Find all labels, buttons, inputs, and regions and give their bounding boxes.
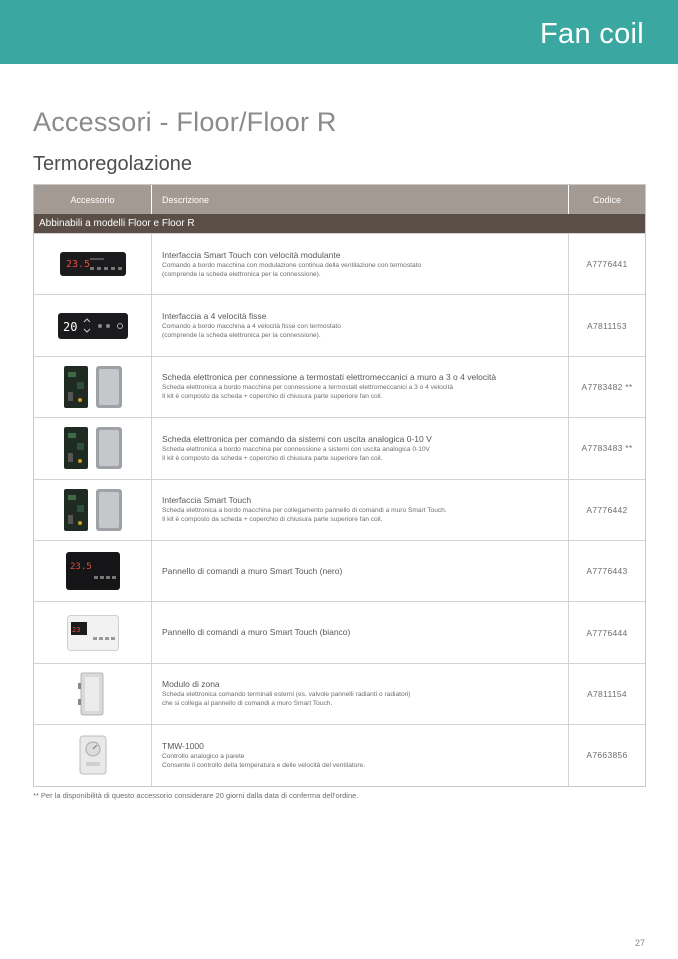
row-detail: Controllo analogico a parete: [162, 752, 245, 760]
group-row: Abbinabili a modelli Floor e Floor R: [34, 214, 645, 233]
table-row: [34, 417, 645, 478]
row-code: A7776441: [586, 259, 628, 270]
row-detail: Il kit è composto da scheda + coperchio di chiusura parte superiore fan coil.: [162, 516, 383, 524]
row-code: A7783483 **: [581, 443, 633, 454]
row-detail: Scheda elettronica a bordo macchina per connessione a sistemi con uscita analogica 0-10V: [162, 445, 430, 453]
row-title: Interfaccia Smart Touch con velocità modulante: [162, 249, 341, 260]
four-speed-display-icon: [34, 295, 152, 355]
row-code: A7811153: [587, 320, 627, 331]
row-title: Modulo di zona: [162, 679, 220, 690]
zone-module-icon: [34, 664, 152, 724]
circuit-board-cover-icon: [34, 480, 152, 540]
smart-touch-display-icon: [34, 234, 152, 294]
table-header: [34, 185, 645, 214]
wall-panel-black-icon: [34, 541, 152, 601]
header-code: Codice: [592, 194, 621, 205]
row-code: A7783482 **: [581, 381, 633, 392]
row-detail: Comando a bordo macchina a 4 velocità fisse con termostato: [162, 323, 341, 331]
table-row: [34, 233, 645, 294]
row-code: A7776443: [586, 566, 628, 577]
row-detail: Comando a bordo macchina con modulazione continua della ventilazione con termostato: [162, 261, 422, 269]
row-title: Pannello di comandi a muro Smart Touch (bianco): [162, 627, 351, 638]
row-title: Scheda elettronica per connessione a termostati elettromeccanici a muro a 3 o 4 velocità: [162, 372, 497, 383]
table-row: [34, 356, 645, 417]
row-title: TMW-1000: [162, 740, 204, 751]
svg-text:23.5: 23.5: [69, 562, 92, 573]
row-code: A7776444: [586, 627, 628, 638]
svg-text:23: 23: [71, 625, 80, 634]
accessories-table: [33, 184, 646, 787]
row-code: A7776442: [586, 504, 628, 515]
header-banner: [0, 0, 678, 64]
header-description: Descrizione: [152, 185, 569, 214]
table-row: [34, 540, 645, 601]
row-detail: Il kit è composto da scheda + coperchio di chiusura parte superiore fan coil.: [162, 393, 383, 401]
row-detail: Consente il controllo della temperatura e delle velocità del ventilatore.: [162, 761, 366, 769]
row-title: Pannello di comandi a muro Smart Touch (nero): [162, 565, 343, 576]
row-detail: che si collega al pannello di comandi a muro Smart Touch.: [162, 700, 333, 708]
row-detail: Il kit è composto da scheda + coperchio di chiusura parte superiore fan coil.: [162, 454, 383, 462]
svg-text:20: 20: [62, 319, 77, 334]
row-detail: (comprende la scheda elettronica per la connessione).: [162, 332, 321, 340]
table-row: [34, 724, 645, 785]
header-accessory: Accessorio: [34, 185, 152, 214]
table-row: [34, 601, 645, 662]
analog-thermostat-icon: [34, 725, 152, 785]
row-detail: Scheda elettronica a bordo macchina per collegamento pannello di comandi a muro Smart Touch.: [162, 507, 447, 515]
table-row: [34, 294, 645, 355]
circuit-board-cover-icon: [34, 418, 152, 478]
page-number: 27: [634, 938, 645, 948]
banner-title: Fan coil: [540, 18, 644, 50]
page-title: Accessori - Floor/Floor R: [33, 107, 337, 137]
row-detail: (comprende la scheda elettronica per la connessione).: [162, 270, 321, 278]
svg-text:23.5: 23.5: [65, 259, 90, 271]
row-detail: Scheda elettronica a bordo macchina per connessione a termostati elettromeccanici a 3 o 4 velocità: [162, 384, 454, 392]
row-title: Interfaccia Smart Touch: [162, 495, 252, 506]
row-code: A7811154: [587, 688, 627, 699]
footnote: ** Per la disponibilità di questo accessorio considerare 20 giorni dalla data di conferma dell'ordine.: [33, 791, 359, 800]
circuit-board-cover-icon: [34, 357, 152, 417]
row-code: A7663856: [586, 750, 628, 761]
table-row: [34, 663, 645, 724]
row-title: Interfaccia a 4 velocità fisse: [162, 311, 267, 322]
section-title: Termoregolazione: [33, 153, 192, 175]
table-row: [34, 479, 645, 540]
row-detail: Scheda elettronica comando terminali esterni (es. valvole pannelli radianti o radiatori): [162, 691, 411, 699]
wall-panel-white-icon: [34, 602, 152, 662]
row-title: Scheda elettronica per comando da sistemi con uscita analogica 0-10 V: [162, 433, 432, 444]
